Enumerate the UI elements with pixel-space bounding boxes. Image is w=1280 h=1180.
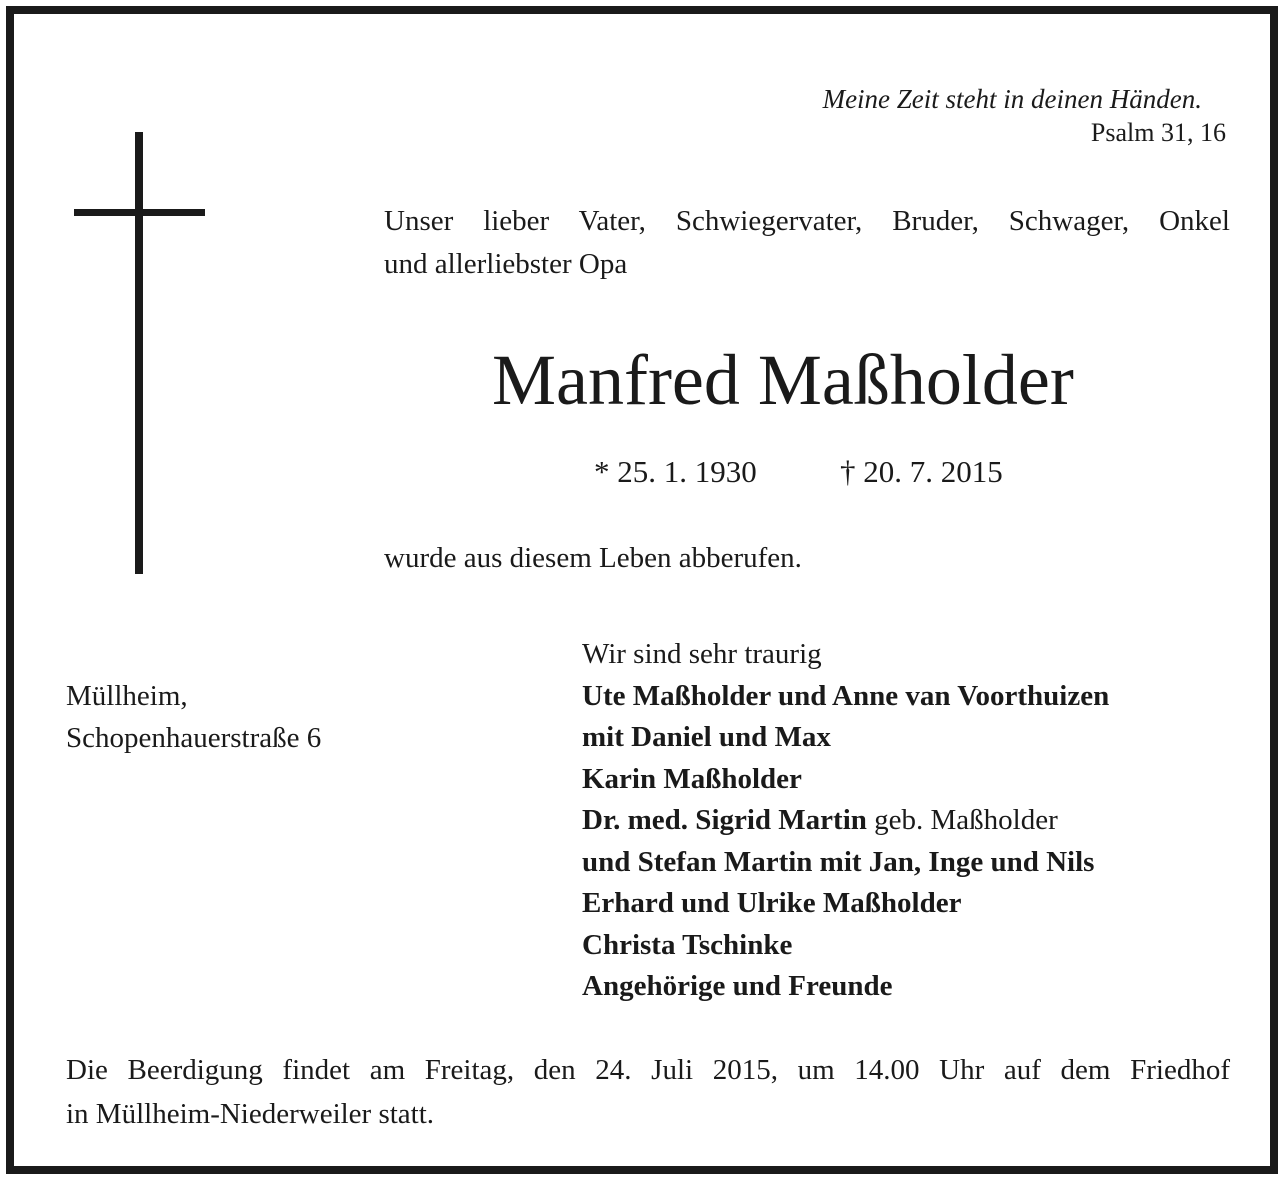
- funeral-line-2: in Müllheim-Niederweiler statt.: [66, 1098, 435, 1130]
- death-date: † 20. 7. 2015: [840, 454, 1003, 489]
- mourner-row: Ute Maßholder und Anne van Voorthuizen: [582, 679, 1110, 712]
- birth-date: * 25. 1. 1930: [594, 454, 757, 489]
- mourners-list: [582, 634, 1109, 1008]
- mourner-name: Dr. med. Sigrid Martin: [582, 804, 867, 836]
- funeral-notice: [66, 1048, 1230, 1136]
- obituary-frame: [6, 6, 1278, 1174]
- motto-quote: Meine Zeit steht in deinen Händen.: [822, 84, 1202, 114]
- intro-text: [384, 200, 1230, 286]
- mourner-row: Christa Tschinke: [582, 928, 793, 961]
- address-city: Müllheim,: [66, 680, 188, 712]
- intro-line-1: Unser lieber Vater, Schwiegervater, Bruder, Schwager, Onkel: [384, 205, 1230, 237]
- mourners-intro: Wir sind sehr traurig: [582, 638, 822, 670]
- mourner-row: Angehörige und Freunde: [582, 970, 893, 1002]
- address-block: [66, 676, 321, 759]
- mourner-row: Erhard und Ulrike Maßholder: [582, 887, 962, 919]
- mourner-maiden-name: geb. Maßholder: [874, 804, 1058, 836]
- intro-line-2: und allerliebster Opa: [384, 248, 628, 280]
- cross-horizontal-bar: [74, 209, 205, 216]
- cross-vertical-bar: [135, 132, 143, 574]
- deceased-name: Manfred Maßholder: [492, 340, 1074, 420]
- motto-reference: Psalm 31, 16: [1090, 118, 1226, 147]
- mourner-row: Karin Maßholder: [582, 762, 802, 795]
- mourner-row: [582, 800, 1109, 842]
- mourner-row: mit Daniel und Max: [582, 721, 831, 753]
- mourner-row: und Stefan Martin mit Jan, Inge und Nils: [582, 845, 1095, 878]
- address-street: Schopenhauerstraße 6: [66, 721, 322, 754]
- funeral-line-1: Die Beerdigung findet am Freitag, den 24. Juli 2015, um 14.00 Uhr auf dem Friedhof: [66, 1054, 1230, 1086]
- called-away-text: wurde aus diesem Leben abberufen.: [384, 542, 802, 574]
